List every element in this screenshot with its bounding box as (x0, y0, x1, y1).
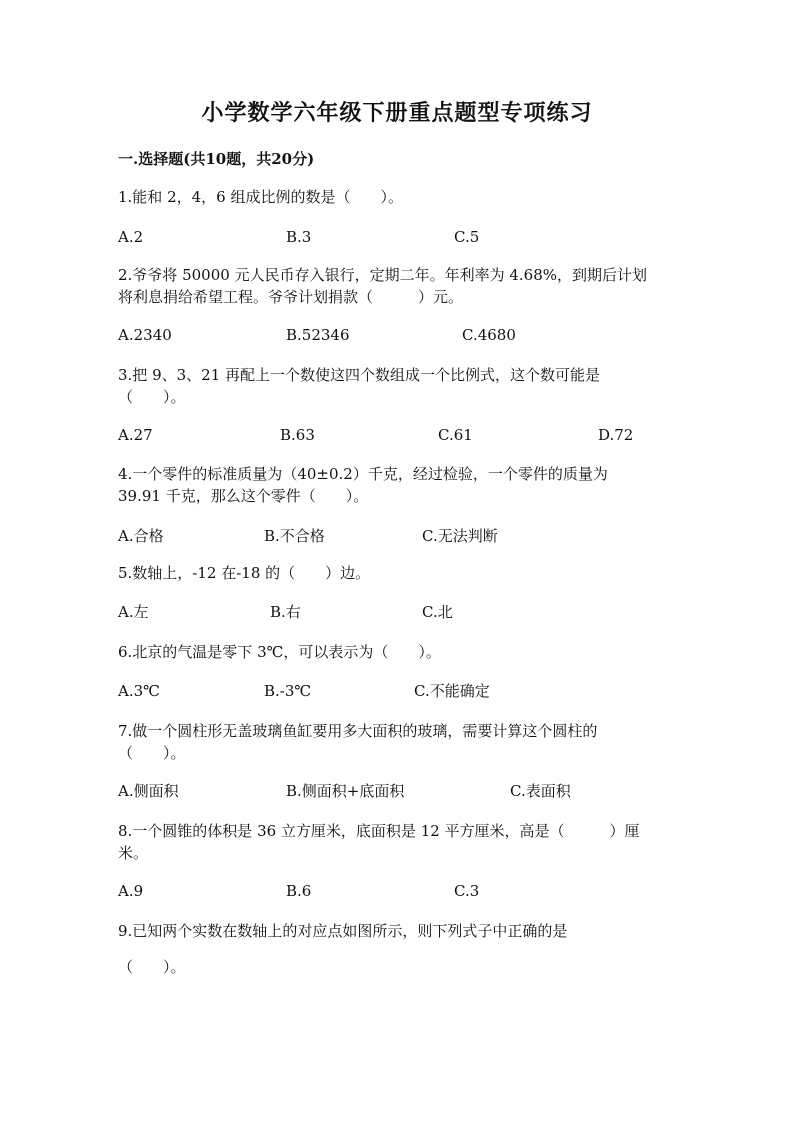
question-text: 7.做一个圆柱形无盖玻璃鱼缸要用多大面积的玻璃，需要计算这个圆柱的 (118, 722, 598, 740)
page-title: 小学数学六年级下册重点题型专项练习 (201, 100, 593, 126)
question-4 (118, 463, 678, 547)
option-c[interactable]: C.61 (438, 426, 473, 444)
option-b[interactable]: B.-3℃ (264, 682, 312, 700)
option-row (118, 880, 678, 902)
question-text: 1.能和 2，4，6 组成比例的数是（ ）。 (118, 188, 403, 206)
option-c[interactable]: C.3 (454, 882, 480, 900)
option-c[interactable]: C.北 (422, 603, 453, 621)
question-2 (118, 264, 678, 346)
option-row (118, 601, 678, 623)
question-text: 米。 (118, 844, 149, 862)
question-8 (118, 820, 678, 902)
question-7 (118, 720, 678, 802)
option-b[interactable]: B.右 (270, 603, 301, 621)
option-a[interactable]: A.2340 (118, 326, 172, 344)
question-text: （ ）。 (118, 744, 186, 762)
option-a[interactable]: A.左 (118, 603, 149, 621)
option-row (118, 424, 678, 446)
option-row (118, 525, 678, 547)
option-row (118, 226, 678, 248)
option-c[interactable]: C.4680 (462, 326, 516, 344)
question-5 (118, 562, 678, 623)
option-a[interactable]: A.27 (118, 426, 153, 444)
question-text: 9.已知两个实数在数轴上的对应点如图所示，则下列式子中正确的是 (118, 922, 568, 940)
option-b[interactable]: B.3 (286, 228, 312, 246)
option-c[interactable]: C.表面积 (510, 782, 571, 800)
option-a[interactable]: A.9 (118, 882, 144, 900)
option-a[interactable]: A.合格 (118, 527, 164, 545)
question-text: 2.爷爷将 50000 元人民币存入银行，定期二年。年利率为 4.68%，到期后计划 (118, 266, 647, 284)
question-text: 将利息捐给希望工程。爷爷计划捐款（ ）元。 (118, 288, 464, 306)
question-text: （ ）。 (118, 388, 186, 406)
section-heading: 一.选择题(共10题，共20分) (118, 150, 315, 168)
option-row (118, 680, 678, 702)
question-9 (118, 920, 678, 978)
question-text: 39.91 千克，那么这个零件（ ）。 (118, 487, 369, 505)
question-text: 4.一个零件的标准质量为（40±0.2）千克，经过检验，一个零件的质量为 (118, 465, 608, 483)
option-b[interactable]: B.不合格 (264, 527, 325, 545)
option-c[interactable]: C.5 (454, 228, 480, 246)
option-b[interactable]: B.63 (280, 426, 315, 444)
option-c[interactable]: C.无法判断 (422, 527, 498, 545)
option-a[interactable]: A.3℃ (118, 682, 160, 700)
option-row (118, 324, 678, 346)
option-b[interactable]: B.侧面积+底面积 (286, 782, 405, 800)
option-d[interactable]: D.72 (598, 426, 634, 444)
question-text: （ ）。 (118, 958, 186, 976)
question-text: 3.把 9、3、21 再配上一个数使这四个数组成一个比例式，这个数可能是 (118, 366, 601, 384)
question-text: 8.一个圆锥的体积是 36 立方厘米，底面积是 12 平方厘米，高是（ ）厘 (118, 822, 640, 840)
question-6 (118, 641, 678, 702)
option-c[interactable]: C.不能确定 (414, 682, 490, 700)
question-text: 5.数轴上，-12 在-18 的（ ）边。 (118, 564, 371, 582)
question-1 (118, 186, 678, 248)
question-text: 6.北京的气温是零下 3℃，可以表示为（ ）。 (118, 643, 441, 661)
option-a[interactable]: A.2 (118, 228, 144, 246)
option-row (118, 780, 678, 802)
question-3 (118, 364, 678, 446)
option-b[interactable]: B.6 (286, 882, 312, 900)
option-b[interactable]: B.52346 (286, 326, 350, 344)
option-a[interactable]: A.侧面积 (118, 782, 179, 800)
